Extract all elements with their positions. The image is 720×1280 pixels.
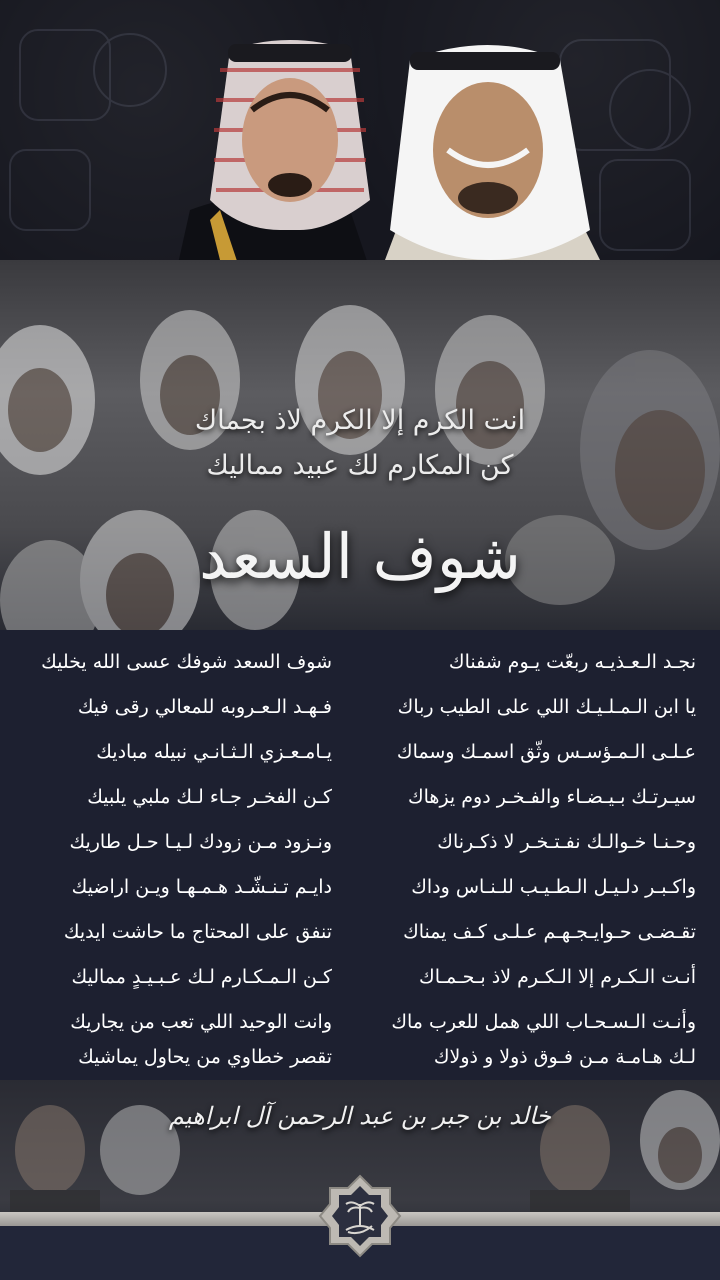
poem-line-left: يـامـعـزي الـثـانـي نبيله مباديك xyxy=(96,741,332,763)
poem-line-right: نجـد الـعـذيـه ربعّت يـوم شفناك xyxy=(448,651,696,673)
poet-signature: خالد بن جبر بن عبد الرحمن آل ابراهيم xyxy=(168,1102,552,1130)
palm-swords-emblem-icon xyxy=(318,1174,402,1258)
poem-row xyxy=(0,865,720,909)
poem-row xyxy=(0,730,720,774)
poem-line-left: كـن الـمـكـارم لـك عـبـيـدٍ مماليك xyxy=(71,966,332,988)
collage-verse-line-2: كن المكارم لك عبيد مماليك xyxy=(206,450,514,481)
poem-line-left: وانت الوحيد اللي تعب من يجاريك xyxy=(70,1011,332,1033)
poem-line-left: دايـم تـنـشّـد هـمـهـا ويـن اراضيك xyxy=(71,876,332,898)
poem-line-left: شوف السعد شوفك عسى الله يخليك xyxy=(41,651,332,673)
poem-line-right: لـك هـامـة مـن فـوق ذولا و ذولاك xyxy=(433,1046,696,1068)
poem-row xyxy=(0,685,720,729)
poem-line-left: ونـزود مـن زودك لـيـا حـل طاريك xyxy=(69,831,332,853)
poem-line-left: فـهـد الـعـروبه للمعالي رقى فيك xyxy=(77,696,332,718)
poem-line-right: سيـرتـك بـيـضـاء والفـخـر دوم يزهاك xyxy=(407,786,696,808)
poem-line-left: تقصر خطاوي من يحاول يماشيك xyxy=(78,1046,332,1068)
poem-line-left: تنفق على المحتاج ما حاشت ايديك xyxy=(63,921,332,943)
poem-line-right: وحـنـا خـوالـك نفـتـخـر لا ذكـرناك xyxy=(437,831,696,853)
poem-line-right: وأنـت الـسـحـاب اللي همل للعرب ماك xyxy=(391,1011,696,1033)
poem-title: شوف السعد xyxy=(199,520,521,593)
poem-line-right: تقـضـى حـوايـجـهـم عـلـى كـف يمناك xyxy=(403,921,696,943)
poem-row xyxy=(0,910,720,954)
poem-line-right: عـلـى الـمـؤسـس وثّق اسمـك وسماك xyxy=(396,741,696,763)
poem-row xyxy=(0,1035,720,1079)
poem-row xyxy=(0,775,720,819)
poem-row xyxy=(0,820,720,864)
header-portraits xyxy=(0,0,720,300)
poem-line-left: كـن الفخـر جـاء لـك ملبي يلبيك xyxy=(87,786,332,808)
poem-body xyxy=(0,630,720,1080)
poem-line-right: يا ابن الـمـلـيـك اللي على الطيب رباك xyxy=(397,696,696,718)
poem-line-right: أنـت الـكـرم إلا الـكـرم لاذ بـحـمـاك xyxy=(419,966,696,988)
poem-row xyxy=(0,640,720,684)
poem-line-right: واكـبـر دلـيـل الـطـيـب للـنـاس وداك xyxy=(411,876,696,898)
poem-row xyxy=(0,955,720,999)
collage-verse-line-1: انت الكرم إلا الكرم لاذ بجماك xyxy=(194,405,526,436)
